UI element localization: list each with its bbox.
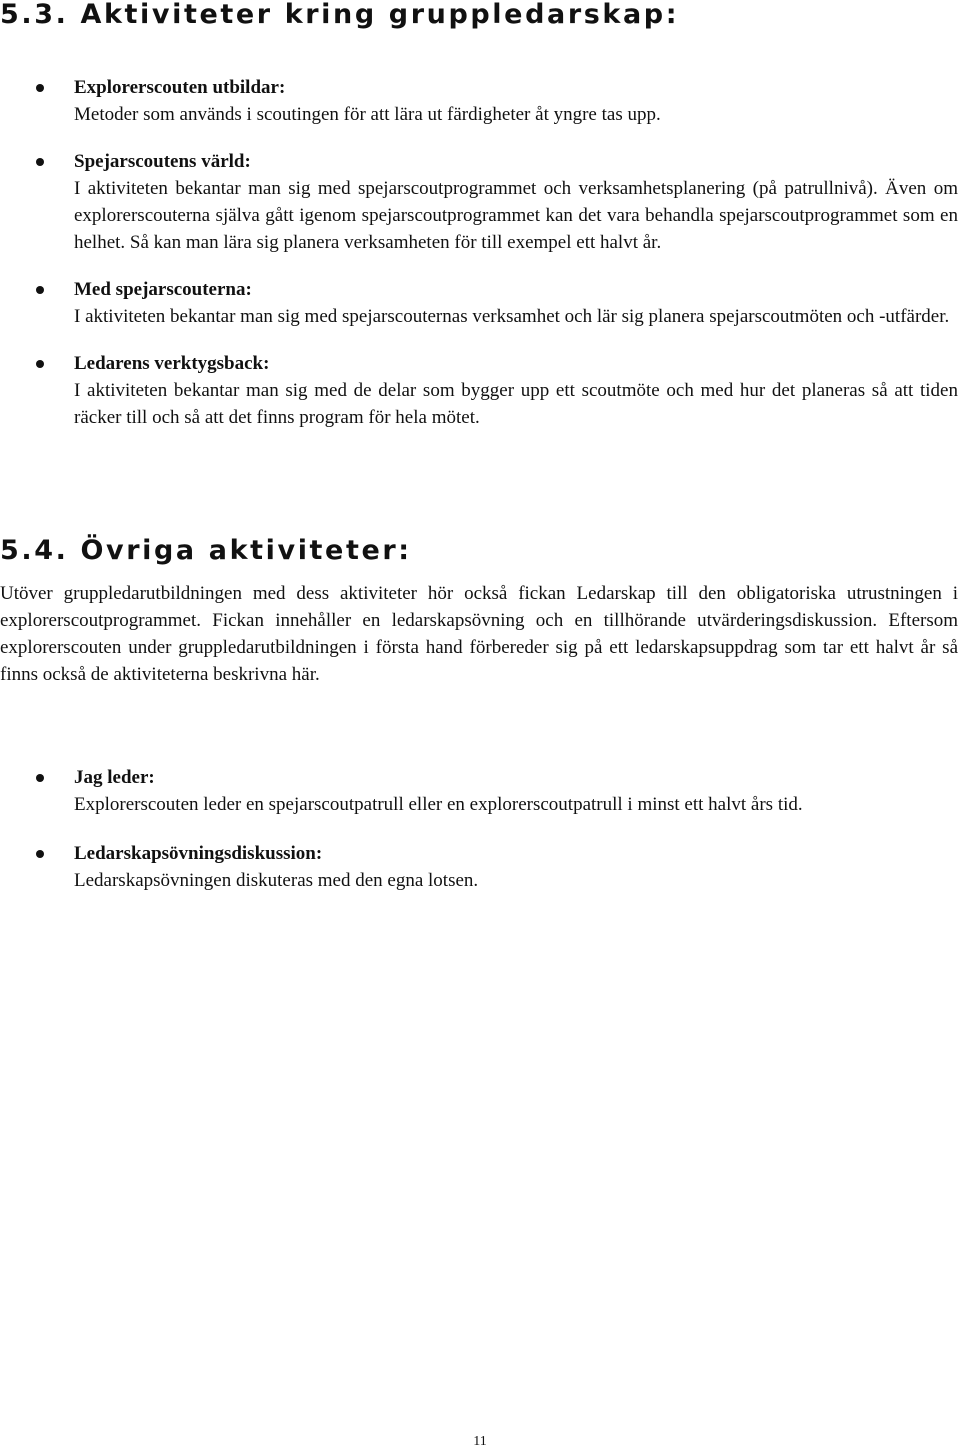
- body-paragraph: Utöver gruppledarutbildningen med dess aktiviteter hör också fickan Ledarskap till den obligatoriska utrustningen i explorerscoutprogrammet. Fickan innehåller en ledarskapsövning och en tillhörande utvärderingsdiskussion. Eftersom explorerscouten under gruppledarutbildningen i första hand förbereder sig på ett ledarskapsuppdrag som tar ett halvt år så finns också de aktiviteterna beskrivna här.: [0, 583, 958, 685]
- item-body: Explorerscouten leder en spejarscoutpatrull eller en explorerscoutpatrull i minst ett halvt års tid.: [74, 794, 803, 815]
- item-body: I aktiviteten bekantar man sig med spejarscoutprogrammet och verksamhetsplanering (på patrullnivå). Även om explorerscouterna själva gått igenom spejarscoutprogrammet kan det vara behandla spejarscoutprogrammet som en helhet. Så kan man lära sig planera verksamheten för till exempel ett halvt år.: [74, 178, 958, 253]
- page-number: 11: [473, 1434, 487, 1449]
- item-title: Explorerscouten utbildar:: [74, 77, 286, 98]
- list-item: [0, 840, 960, 894]
- item-body: I aktiviteten bekantar man sig med spejarscouternas verksamhet och lär sig planera spejarscoutmöten och -utfärder.: [74, 306, 950, 327]
- bullet-icon: [36, 158, 44, 166]
- item-body: Metoder som används i scoutingen för att lära ut färdigheter åt yngre tas upp.: [74, 104, 661, 125]
- list-item: [0, 148, 960, 256]
- activity-list-leadership: [0, 74, 960, 451]
- list-item: [0, 764, 960, 818]
- list-item: [0, 74, 960, 128]
- bullet-icon: [36, 850, 44, 858]
- item-title: Jag leder:: [74, 767, 155, 788]
- item-body: Ledarskapsövningen diskuteras med den egna lotsen.: [74, 870, 479, 891]
- item-body: I aktiviteten bekantar man sig med de delar som bygger upp ett scoutmöte och med hur det planeras så att tiden räcker till och så att det finns program för hela mötet.: [74, 380, 958, 428]
- bullet-icon: [36, 360, 44, 368]
- item-title: Ledarskapsövningsdiskussion:: [74, 843, 323, 864]
- bullet-icon: [36, 774, 44, 782]
- item-title: Med spejarscouterna:: [74, 279, 252, 300]
- section-heading-5-4: 5.4. Övriga aktiviteter:: [0, 535, 412, 566]
- list-item: [0, 350, 960, 431]
- bullet-icon: [36, 84, 44, 92]
- item-title: Spejarscoutens värld:: [74, 151, 251, 172]
- list-item: [0, 276, 960, 330]
- activity-list-other: [0, 764, 960, 916]
- bullet-icon: [36, 286, 44, 294]
- section-heading-5-3: 5.3. Aktiviteter kring gruppledarskap:: [0, 0, 680, 30]
- item-title: Ledarens verktygsback:: [74, 353, 270, 374]
